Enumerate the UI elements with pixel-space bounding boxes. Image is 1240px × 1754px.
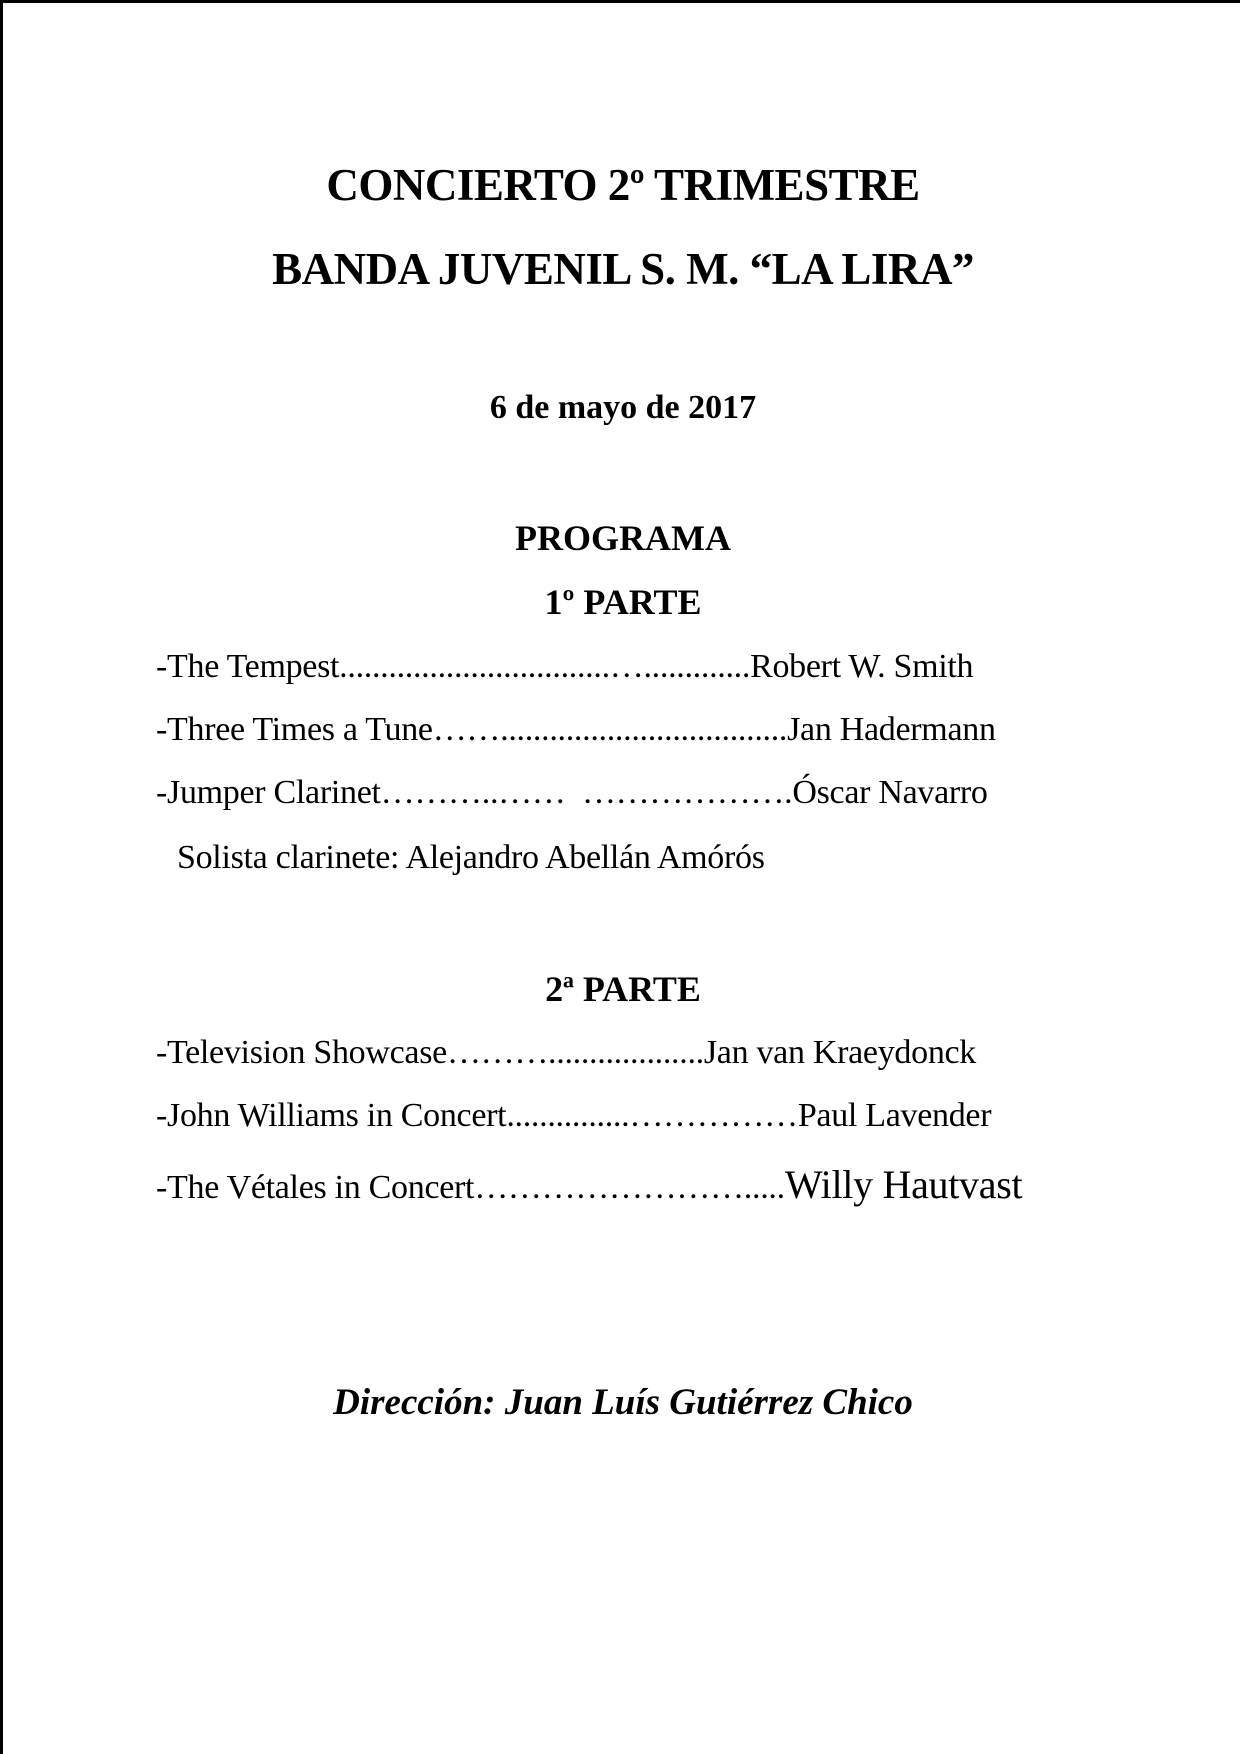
dot-leader: ………................... <box>446 1034 704 1071</box>
composer: Willy Hautvast <box>784 1162 1023 1207</box>
conductor-credit: Dirección: Juan Luís Gutiérrez Chico <box>333 1382 913 1423</box>
piece-title: -The Tempest <box>156 648 340 685</box>
composer: Robert W. Smith <box>750 648 974 685</box>
piece-title: -Three Times a Tune <box>156 711 433 748</box>
program-item <box>156 1161 1022 1208</box>
composer: Paul Lavender <box>797 1097 992 1134</box>
dot-leader: ……………………..... <box>474 1169 785 1206</box>
soloist-note: Solista clarinete: Alejandro Abellán Amórós <box>177 839 765 876</box>
composer: Óscar Navarro <box>792 774 988 811</box>
program-item <box>156 711 996 749</box>
part-2-heading: 2ª PARTE <box>545 969 701 1009</box>
part-1-heading: 1º PARTE <box>544 582 702 622</box>
program-item <box>156 1097 991 1135</box>
dot-leader: ……................................... <box>432 711 788 748</box>
concert-title: CONCIERTO 2º TRIMESTRE <box>326 160 920 210</box>
program-heading: PROGRAMA <box>515 518 731 558</box>
dot-leader: .................................…............. <box>339 648 751 685</box>
concert-date: 6 de mayo de 2017 <box>489 389 757 426</box>
band-name: BANDA JUVENIL S. M. “LA LIRA” <box>272 244 974 294</box>
dot-leader: ………..…… ………………. <box>380 774 793 811</box>
program-item <box>156 774 988 812</box>
composer: Jan Hadermann <box>787 711 996 748</box>
program-item <box>156 1034 976 1072</box>
composer: Jan van Kraeydonck <box>703 1034 977 1071</box>
piece-title: -Jumper Clarinet <box>156 774 381 811</box>
piece-title: -John Williams in Concert <box>156 1097 507 1134</box>
piece-title: -Television Showcase <box>156 1034 447 1071</box>
program-item <box>156 648 973 686</box>
dot-leader: ...............…………… <box>506 1097 798 1134</box>
piece-title: -The Vétales in Concert <box>156 1169 475 1206</box>
